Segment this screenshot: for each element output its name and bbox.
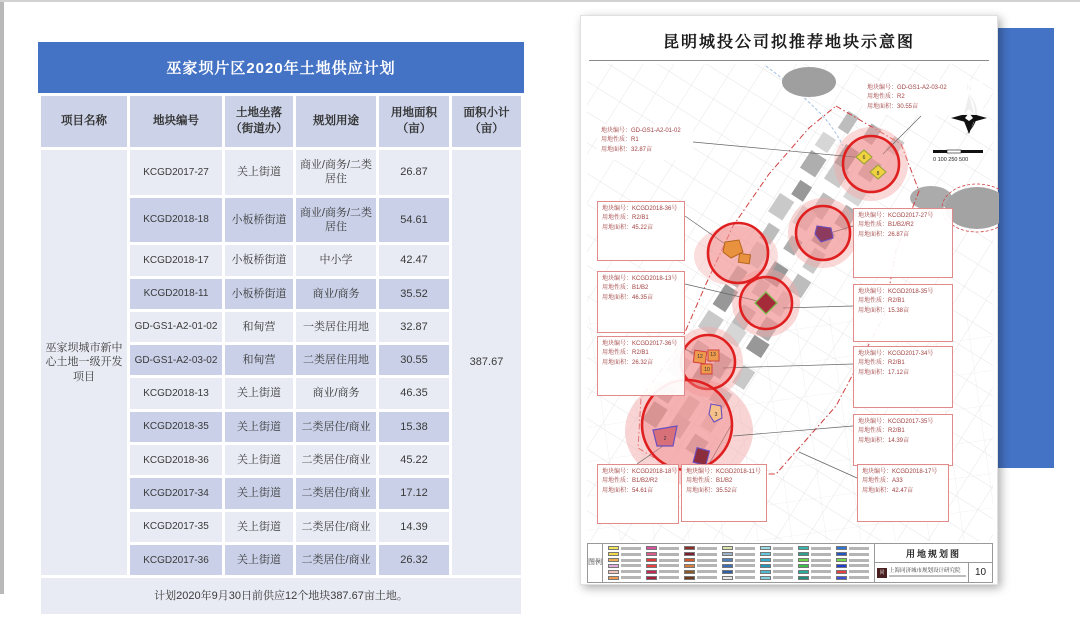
plot-label-KCGD2018-18号: 地块编号：KCGD2018-18号 用地性质：B1/B2/R2 用地面积：54.61亩: [597, 464, 679, 524]
table-footer-row: [41, 578, 521, 614]
cell-use: 二类居住/商业: [296, 412, 376, 442]
map-legend-bar: [587, 543, 993, 583]
legend-item: [646, 570, 679, 574]
cell-plot_no: KCGD2018-17: [130, 245, 222, 275]
plot-label-GD-GS1-A2-03-02: 地块编号：GD-GS1-A2-03-02 用地性质：R2 用地面积：30.55亩: [863, 81, 983, 115]
plot-label-KCGD2018-11号: 地块编号：KCGD2018-11号 用地性质：B1/B2 用地面积：35.52亩: [681, 464, 767, 522]
cell-area: 15.38: [379, 412, 449, 442]
project-name-cell: 巫家坝城市新中心土地一级开发项目: [41, 150, 127, 575]
plot-label-KCGD2017-36号: 地块编号：KCGD2017-36号 用地性质：R2/B1 用地面积：26.32亩: [597, 336, 685, 396]
institute-cell: [875, 563, 968, 582]
plot-circle-1: [843, 136, 899, 192]
slide-top-border: [0, 0, 1080, 2]
subtotal-cell: 387.67: [452, 150, 521, 575]
cell-plot_no: GD-GS1-A2-03-02: [130, 345, 222, 375]
col-header-project: 项目名称: [41, 96, 127, 147]
cell-area: 45.22: [379, 445, 449, 475]
cell-plot_no: KCGD2018-18: [130, 198, 222, 243]
plot-label-KCGD2018-35号: 地块编号：KCGD2018-35号 用地性质：R2/B1 用地面积：15.38亩: [853, 284, 953, 342]
col-header-use: 规划用途: [296, 96, 376, 147]
plot-marker-3: 3: [714, 412, 718, 418]
legend-item: [722, 558, 755, 562]
legend-item: [684, 564, 717, 568]
legend-item: [646, 552, 679, 556]
cell-area: 32.87: [379, 312, 449, 342]
legend-item: [836, 570, 869, 574]
park-blob-top: [782, 67, 836, 97]
cell-location: 关上街道: [225, 545, 293, 575]
cell-area: 30.55: [379, 345, 449, 375]
cell-area: 54.61: [379, 198, 449, 243]
plot-marker-13: 13: [710, 352, 716, 358]
plot-label-KCGD2018-17号: 地块编号：KCGD2018-17号 用地性质：A33 用地面积：42.47亩: [857, 464, 949, 522]
cell-plot_no: KCGD2017-34: [130, 478, 222, 508]
col-header-plot-no: 地块编号: [130, 96, 222, 147]
table-footer-note: 计划2020年9月30日前供应12个地块387.67亩土地。: [41, 578, 521, 614]
cell-use: 中小学: [296, 245, 376, 275]
legend-item: [646, 546, 679, 550]
legend-item: [836, 558, 869, 562]
table-row: [41, 150, 521, 195]
col-header-location: 土地坐落（街道办）: [225, 96, 293, 147]
cell-location: 小板桥街道: [225, 245, 293, 275]
page-number: 10: [968, 563, 992, 582]
cell-area: 26.32: [379, 545, 449, 575]
table-header-row: [41, 96, 521, 147]
slide-left-border: [0, 0, 4, 594]
legend-item: [722, 564, 755, 568]
plot-label-KCGD2017-34号: 地块编号：KCGD2017-34号 用地性质：R2/B1 用地面积：17.12亩: [853, 346, 953, 408]
map-page: [580, 15, 998, 585]
legend-item: [760, 558, 793, 562]
legend-item: [684, 576, 717, 580]
cell-location: 关上街道: [225, 412, 293, 442]
legend-item: [760, 552, 793, 556]
legend-item: [722, 546, 755, 550]
cell-location: 关上街道: [225, 445, 293, 475]
map-type-label: 用地规划图: [875, 544, 992, 563]
legend-item: [836, 546, 869, 550]
legend-item: [798, 552, 831, 556]
table-title: 巫家坝片区2020年土地供应计划: [38, 42, 524, 93]
legend-item: [836, 552, 869, 556]
plot-label-GD-GS1-A2-01-02: 地块编号：GD-GS1-A2-01-02 用地性质：R1 用地面积：32.87亩: [597, 124, 693, 160]
cell-location: 关上街道: [225, 150, 293, 195]
legend-item: [646, 564, 679, 568]
legend-item: [798, 570, 831, 574]
cell-use: 二类居住用地: [296, 345, 376, 375]
cell-plot_no: KCGD2017-36: [130, 545, 222, 575]
institute-subline: [889, 575, 966, 577]
legend-title: 图例: [588, 544, 603, 582]
plot-label-KCGD2018-36号: 地块编号：KCGD2018-36号 用地性质：R2/B1 用地面积：45.22亩: [597, 201, 685, 261]
land-supply-table: [38, 93, 524, 617]
plot-label-KCGD2017-27号: 地块编号：KCGD2017-27号 用地性质：B1/B2/R2 用地面积：26.87亩: [853, 208, 953, 278]
legend-item: [608, 552, 641, 556]
legend-right-panel: [874, 544, 992, 582]
cell-area: 46.35: [379, 378, 449, 408]
legend-item: [684, 552, 717, 556]
plot-marker-10: 10: [704, 367, 710, 373]
legend-item: [684, 558, 717, 562]
cell-use: 一类居住用地: [296, 312, 376, 342]
scale-text: 0 100 250 500: [933, 157, 969, 163]
legend-item: [722, 576, 755, 580]
legend-item: [760, 546, 793, 550]
legend-item: [798, 564, 831, 568]
legend-item: [836, 576, 869, 580]
legend-item: [684, 546, 717, 550]
legend-item: [646, 576, 679, 580]
institute-logo: 同: [877, 568, 887, 578]
legend-item: [798, 558, 831, 562]
cell-use: 二类居住/商业: [296, 445, 376, 475]
cell-area: 17.12: [379, 478, 449, 508]
cell-plot_no: KCGD2017-27: [130, 150, 222, 195]
legend-item: [798, 576, 831, 580]
cell-plot_no: KCGD2018-36: [130, 445, 222, 475]
legend-item: [836, 564, 869, 568]
legend-item: [760, 564, 793, 568]
cell-area: 42.47: [379, 245, 449, 275]
map-title-rule: [589, 60, 989, 61]
cell-plot_no: GD-GS1-A2-01-02: [130, 312, 222, 342]
legend-item: [722, 552, 755, 556]
cell-use: 二类居住/商业: [296, 512, 376, 542]
cell-plot_no: KCGD2018-13: [130, 378, 222, 408]
cell-location: 和甸营: [225, 312, 293, 342]
legend-item: [646, 558, 679, 562]
map-title: 昆明城投公司拟推荐地块示意图: [662, 34, 915, 51]
cell-location: 小板桥街道: [225, 198, 293, 243]
cell-location: 关上街道: [225, 478, 293, 508]
cell-use: 二类居住/商业: [296, 545, 376, 575]
legend-item: [722, 570, 755, 574]
plot-label-KCGD2018-13号: 地块编号：KCGD2018-13号 用地性质：B1/B2 用地面积：46.35亩: [597, 271, 685, 333]
legend-item: [608, 576, 641, 580]
plot-marker-2: 2: [663, 436, 667, 442]
cell-area: 14.39: [379, 512, 449, 542]
plot-marker-8: 8: [876, 171, 880, 177]
cell-use: 商业/商务: [296, 279, 376, 309]
cell-area: 26.87: [379, 150, 449, 195]
institute-name: 上海同济城市规划设计研究院: [889, 568, 966, 577]
legend-grid: [603, 544, 874, 582]
legend-item: [608, 570, 641, 574]
cell-plot_no: KCGD2018-35: [130, 412, 222, 442]
cell-location: 和甸营: [225, 345, 293, 375]
cell-plot_no: KCGD2018-11: [130, 279, 222, 309]
legend-item: [798, 546, 831, 550]
cell-location: 关上街道: [225, 512, 293, 542]
legend-item: [608, 558, 641, 562]
cell-use: 商业/商务/二类居住: [296, 150, 376, 195]
cell-use: 商业/商务: [296, 378, 376, 408]
plot-label-KCGD2017-35号: 地块编号：KCGD2017-35号 用地性质：R2/B1 用地面积：14.39亩: [853, 414, 953, 466]
cell-plot_no: KCGD2017-35: [130, 512, 222, 542]
col-header-subtotal: 面积小计（亩）: [452, 96, 521, 147]
cell-area: 35.52: [379, 279, 449, 309]
land-supply-table-panel: [38, 42, 524, 617]
legend-item: [608, 564, 641, 568]
plot-marker-6: 6: [862, 155, 866, 161]
blue-accent-bar: [994, 28, 1054, 468]
legend-item: [760, 576, 793, 580]
cell-location: 关上街道: [225, 378, 293, 408]
cell-use: 商业/商务/二类居住: [296, 198, 376, 243]
cell-location: 小板桥街道: [225, 279, 293, 309]
cell-use: 二类居住/商业: [296, 478, 376, 508]
legend-item: [608, 546, 641, 550]
legend-item: [760, 570, 793, 574]
col-header-area: 用地面积（亩）: [379, 96, 449, 147]
plot-marker-12: 12: [697, 354, 703, 360]
legend-item: [684, 570, 717, 574]
